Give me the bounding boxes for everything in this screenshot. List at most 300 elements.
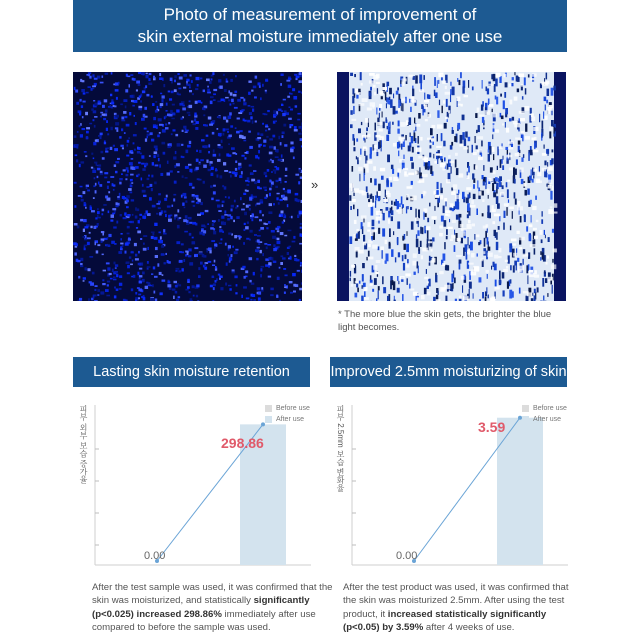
texture-speck xyxy=(350,271,351,277)
texture-speck xyxy=(285,112,289,115)
texture-speck xyxy=(217,159,221,162)
texture-speck xyxy=(298,91,300,93)
texture-highlight xyxy=(470,205,476,208)
texture-speck xyxy=(162,142,166,145)
texture-highlight xyxy=(459,296,462,299)
texture-highlight xyxy=(364,287,367,291)
texture-speck xyxy=(139,218,141,220)
texture-highlight xyxy=(531,78,535,80)
texture-speck xyxy=(290,149,294,152)
texture-speck xyxy=(437,134,438,142)
texture-speck xyxy=(271,171,273,173)
texture-highlight xyxy=(550,206,553,208)
texture-speck xyxy=(91,210,95,212)
texture-speck xyxy=(231,99,234,102)
texture-speck xyxy=(405,135,407,140)
texture-speck xyxy=(74,252,77,255)
texture-speck xyxy=(301,128,302,131)
texture-speck xyxy=(109,273,112,275)
texture-speck xyxy=(218,274,221,276)
texture-speck xyxy=(194,113,196,116)
texture-speck xyxy=(102,232,104,235)
texture-speck xyxy=(418,136,419,144)
texture-speck xyxy=(299,214,301,216)
texture-speck xyxy=(81,199,84,202)
texture-speck xyxy=(257,239,260,242)
texture-speck xyxy=(178,296,181,298)
texture-highlight xyxy=(532,73,537,76)
texture-speck xyxy=(268,211,272,214)
texture-speck xyxy=(375,201,376,208)
texture-speck xyxy=(294,126,297,129)
chart-title-left: Lasting skin moisture retention xyxy=(73,357,310,387)
texture-speck xyxy=(189,233,192,236)
texture-speck xyxy=(141,163,144,165)
texture-speck xyxy=(134,243,137,246)
texture-speck xyxy=(289,107,291,109)
texture-speck xyxy=(289,281,293,283)
texture-speck xyxy=(352,96,354,104)
texture-highlight xyxy=(359,103,365,106)
texture-speck xyxy=(140,100,142,102)
texture-speck xyxy=(492,134,493,139)
texture-speck xyxy=(502,185,504,189)
texture-speck xyxy=(177,143,181,146)
texture-highlight xyxy=(444,285,450,289)
texture-speck xyxy=(280,181,282,183)
texture-speck xyxy=(167,161,169,164)
texture-speck xyxy=(512,211,513,219)
texture-speck xyxy=(110,176,114,178)
texture-speck xyxy=(229,258,232,261)
texture-highlight xyxy=(519,237,525,241)
texture-highlight xyxy=(540,230,543,235)
texture-speck xyxy=(212,276,215,278)
texture-speck xyxy=(95,183,97,186)
texture-speck xyxy=(243,203,245,205)
texture-speck xyxy=(482,292,484,298)
texture-speck xyxy=(101,241,103,243)
texture-highlight xyxy=(416,147,422,152)
texture-speck xyxy=(272,160,274,163)
texture-speck xyxy=(192,237,194,239)
texture-speck xyxy=(122,147,124,149)
texture-speck xyxy=(154,151,158,154)
texture-speck xyxy=(295,174,299,176)
texture-speck xyxy=(91,167,93,169)
texture-speck xyxy=(219,276,223,279)
texture-speck xyxy=(259,85,261,88)
texture-speck xyxy=(190,74,192,76)
texture-speck xyxy=(350,110,352,115)
texture-speck xyxy=(217,205,221,208)
texture-speck xyxy=(206,160,208,163)
texture-speck xyxy=(94,116,97,118)
texture-speck xyxy=(155,148,158,151)
texture-speck xyxy=(130,179,133,182)
texture-speck xyxy=(255,216,259,218)
texture-speck xyxy=(218,133,222,136)
texture-speck xyxy=(437,80,438,88)
texture-speck xyxy=(187,279,189,281)
texture-speck xyxy=(114,210,116,213)
texture-highlight xyxy=(529,273,535,277)
texture-highlight xyxy=(428,114,431,118)
texture-speck xyxy=(75,154,78,156)
texture-speck xyxy=(239,175,242,178)
texture-highlight xyxy=(413,253,417,258)
texture-speck xyxy=(370,93,372,97)
texture-highlight xyxy=(513,253,518,257)
texture-speck xyxy=(469,289,470,298)
texture-speck xyxy=(525,124,527,132)
texture-speck xyxy=(300,138,302,141)
texture-highlight xyxy=(489,104,494,107)
texture-speck xyxy=(254,196,257,198)
texture-speck xyxy=(539,114,540,122)
texture-highlight xyxy=(508,141,514,144)
texture-speck xyxy=(164,262,166,264)
texture-speck xyxy=(259,230,261,232)
texture-highlight xyxy=(426,226,431,230)
texture-speck xyxy=(425,162,428,169)
texture-highlight xyxy=(382,87,387,90)
texture-speck xyxy=(531,298,534,301)
texture-highlight xyxy=(408,173,414,176)
texture-speck xyxy=(194,118,196,121)
texture-speck xyxy=(503,290,505,296)
texture-speck xyxy=(275,156,279,158)
texture-speck xyxy=(425,213,427,217)
texture-speck xyxy=(542,121,544,129)
texture-speck xyxy=(386,178,388,186)
texture-speck xyxy=(242,136,246,139)
texture-speck xyxy=(130,166,133,169)
texture-speck xyxy=(215,280,217,283)
texture-speck xyxy=(153,76,155,79)
texture-speck xyxy=(481,153,482,157)
texture-speck xyxy=(267,110,270,112)
texture-speck xyxy=(486,287,487,293)
texture-speck xyxy=(512,291,514,297)
texture-speck xyxy=(256,138,258,141)
legend-after-swatch xyxy=(522,416,529,423)
texture-speck xyxy=(207,89,210,92)
chart-left-before-value: 0.00 xyxy=(144,550,166,562)
texture-speck xyxy=(75,90,78,93)
texture-speck xyxy=(145,85,147,88)
texture-speck xyxy=(135,299,137,301)
texture-speck xyxy=(473,293,474,298)
texture-speck xyxy=(171,118,174,120)
texture-highlight xyxy=(548,277,553,281)
texture-speck xyxy=(170,110,173,113)
texture-speck xyxy=(266,227,268,229)
texture-speck xyxy=(200,262,203,265)
texture-speck xyxy=(241,295,243,298)
texture-speck xyxy=(496,183,499,189)
texture-speck xyxy=(493,192,496,197)
texture-speck xyxy=(153,126,157,128)
texture-speck xyxy=(206,249,208,252)
texture-speck xyxy=(457,78,458,82)
texture-highlight xyxy=(361,215,367,218)
texture-speck xyxy=(450,89,452,95)
texture-speck xyxy=(301,282,302,284)
texture-speck xyxy=(79,164,81,167)
texture-speck xyxy=(120,214,122,216)
texture-speck xyxy=(528,74,530,77)
texture-speck xyxy=(113,184,115,186)
texture-speck xyxy=(235,161,237,164)
texture-speck xyxy=(478,242,480,245)
texture-speck xyxy=(76,145,78,148)
texture-speck xyxy=(74,135,77,138)
texture-speck xyxy=(284,191,288,193)
texture-speck xyxy=(288,118,292,120)
texture-speck xyxy=(258,297,261,300)
texture-highlight xyxy=(455,195,460,199)
texture-speck xyxy=(443,254,446,261)
texture-speck xyxy=(505,122,506,128)
texture-speck xyxy=(102,279,104,281)
texture-speck xyxy=(174,181,177,184)
texture-speck xyxy=(268,276,271,278)
texture-speck xyxy=(84,245,88,247)
texture-highlight xyxy=(379,104,382,108)
texture-speck xyxy=(391,216,393,221)
texture-speck xyxy=(462,285,463,293)
texture-highlight xyxy=(461,228,467,231)
texture-speck xyxy=(238,163,241,166)
texture-speck xyxy=(265,189,268,191)
texture-speck xyxy=(287,96,290,98)
texture-speck xyxy=(358,231,360,239)
texture-speck xyxy=(152,103,154,106)
texture-speck xyxy=(112,208,116,210)
texture-speck xyxy=(235,292,237,294)
texture-speck xyxy=(434,220,435,224)
texture-highlight xyxy=(367,160,373,163)
texture-speck xyxy=(159,232,161,234)
texture-speck xyxy=(173,296,175,299)
texture-speck xyxy=(172,205,174,207)
texture-speck xyxy=(365,139,366,143)
texture-speck xyxy=(149,197,152,200)
texture-speck xyxy=(157,263,159,266)
texture-speck xyxy=(138,174,140,176)
texture-highlight xyxy=(419,89,424,92)
texture-speck xyxy=(215,168,217,171)
texture-speck xyxy=(130,192,133,194)
texture-highlight xyxy=(530,244,536,247)
texture-speck xyxy=(209,161,212,164)
texture-speck xyxy=(398,281,399,284)
texture-highlight xyxy=(512,243,516,245)
texture-speck xyxy=(177,73,179,75)
texture-speck xyxy=(552,229,554,233)
texture-speck xyxy=(553,86,556,91)
texture-speck xyxy=(91,88,93,91)
texture-speck xyxy=(462,132,464,140)
texture-speck xyxy=(554,127,555,134)
texture-highlight xyxy=(480,259,483,262)
texture-speck xyxy=(229,112,232,115)
texture-speck xyxy=(411,136,414,143)
texture-speck xyxy=(172,104,175,106)
texture-highlight xyxy=(351,284,353,287)
texture-speck xyxy=(100,136,102,139)
texture-speck xyxy=(90,226,92,229)
texture-speck xyxy=(219,243,222,245)
texture-speck xyxy=(156,213,158,215)
texture-speck xyxy=(299,243,302,245)
texture-speck xyxy=(542,211,543,216)
texture-speck xyxy=(78,276,80,279)
texture-speck xyxy=(241,155,244,157)
texture-speck xyxy=(196,150,198,152)
texture-highlight xyxy=(459,144,463,147)
texture-speck xyxy=(472,87,474,91)
texture-highlight xyxy=(383,199,388,202)
texture-speck xyxy=(110,220,113,222)
texture-speck xyxy=(146,73,148,75)
texture-speck xyxy=(451,274,453,283)
texture-speck xyxy=(187,286,190,289)
texture-speck xyxy=(139,275,143,277)
texture-speck xyxy=(91,108,94,111)
texture-speck xyxy=(503,223,505,230)
texture-highlight xyxy=(494,255,498,259)
legend-after xyxy=(265,414,310,425)
texture-speck xyxy=(488,247,491,251)
texture-speck xyxy=(296,259,300,261)
texture-speck xyxy=(450,145,453,150)
texture-speck xyxy=(113,145,115,147)
texture-speck xyxy=(548,149,549,156)
texture-speck xyxy=(284,197,288,200)
texture-highlight xyxy=(368,244,371,247)
texture-highlight xyxy=(456,255,462,257)
texture-speck xyxy=(125,106,127,109)
texture-speck xyxy=(93,197,95,199)
texture-speck xyxy=(159,132,161,134)
texture-speck xyxy=(100,82,104,84)
texture-speck xyxy=(522,135,524,141)
texture-speck xyxy=(509,290,512,299)
texture-speck xyxy=(80,161,84,163)
texture-highlight xyxy=(502,123,504,125)
texture-speck xyxy=(542,252,544,259)
texture-speck xyxy=(166,195,168,198)
texture-speck xyxy=(382,250,383,259)
texture-speck xyxy=(544,230,545,235)
texture-speck xyxy=(265,80,268,82)
texture-speck xyxy=(136,227,138,229)
texture-speck xyxy=(212,223,214,226)
texture-speck xyxy=(240,97,243,99)
texture-speck xyxy=(186,81,188,84)
chart-left-legend xyxy=(265,403,310,425)
texture-speck xyxy=(94,300,98,301)
texture-speck xyxy=(166,103,168,106)
texture-speck xyxy=(274,166,277,168)
texture-speck xyxy=(529,235,532,242)
texture-speck xyxy=(227,131,229,133)
texture-speck xyxy=(534,295,536,301)
texture-speck xyxy=(544,270,546,273)
texture-speck xyxy=(199,150,201,153)
texture-speck xyxy=(82,80,85,82)
texture-speck xyxy=(398,121,400,127)
texture-highlight xyxy=(376,260,381,263)
texture-speck xyxy=(201,102,203,104)
texture-speck xyxy=(449,219,450,222)
texture-speck xyxy=(406,244,409,252)
texture-speck xyxy=(265,175,267,177)
chart-right-after-value: 3.59 xyxy=(478,419,506,435)
texture-speck xyxy=(105,196,108,199)
texture-speck xyxy=(455,201,458,209)
texture-speck xyxy=(125,178,127,180)
texture-speck xyxy=(532,179,534,183)
texture-speck xyxy=(82,116,84,118)
texture-speck xyxy=(404,244,406,250)
texture-speck xyxy=(353,205,355,210)
texture-speck xyxy=(434,90,436,96)
texture-speck xyxy=(162,129,166,132)
texture-speck xyxy=(83,280,85,282)
texture-speck xyxy=(414,272,416,275)
texture-speck xyxy=(497,147,499,156)
texture-speck xyxy=(140,108,142,111)
texture-speck xyxy=(235,168,237,171)
texture-highlight xyxy=(476,235,480,238)
texture-speck xyxy=(500,94,502,97)
texture-speck xyxy=(139,268,142,270)
texture-speck xyxy=(381,96,383,99)
texture-speck xyxy=(205,210,209,212)
texture-speck xyxy=(261,266,265,268)
description-left xyxy=(92,581,336,635)
texture-speck xyxy=(257,137,261,139)
texture-speck xyxy=(166,110,168,112)
texture-highlight xyxy=(468,220,471,224)
texture-speck xyxy=(419,167,420,172)
texture-speck xyxy=(277,193,280,195)
texture-highlight xyxy=(359,190,364,193)
texture-highlight xyxy=(439,226,443,229)
texture-speck xyxy=(202,234,205,236)
texture-speck xyxy=(152,284,154,287)
texture-speck xyxy=(259,210,261,213)
texture-speck xyxy=(110,278,113,280)
texture-highlight xyxy=(541,82,547,85)
texture-speck xyxy=(183,87,186,89)
texture-highlight xyxy=(369,73,375,76)
texture-speck xyxy=(271,184,273,186)
texture-speck xyxy=(388,123,389,132)
texture-speck xyxy=(143,73,145,75)
texture-speck xyxy=(207,86,209,88)
texture-highlight xyxy=(407,186,413,188)
texture-speck xyxy=(277,227,281,229)
texture-speck xyxy=(256,258,258,260)
texture-speck xyxy=(475,136,476,143)
texture-speck xyxy=(478,125,480,132)
texture-highlight xyxy=(506,266,508,268)
texture-highlight xyxy=(364,297,369,300)
